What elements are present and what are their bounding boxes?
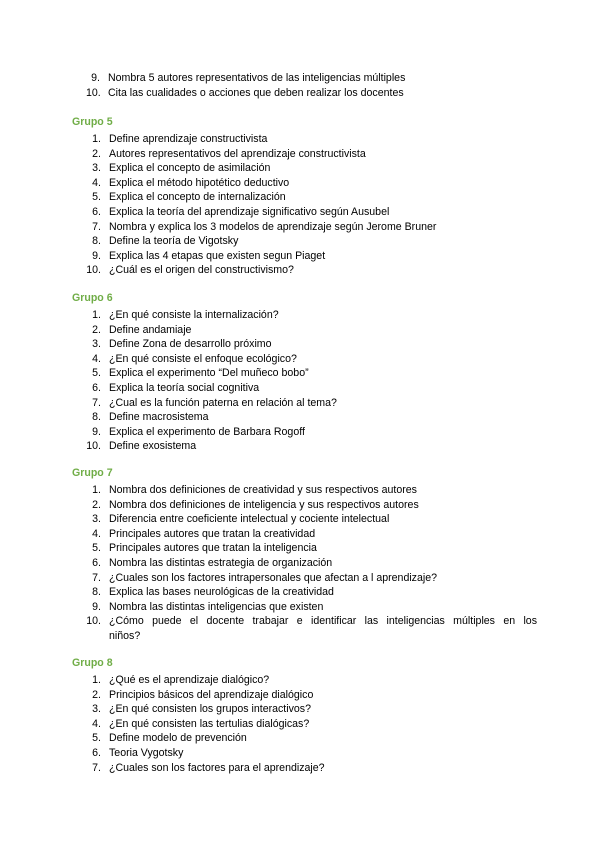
item-number: 10. xyxy=(86,615,101,628)
item-text: Explica el concepto de asimilación xyxy=(109,162,271,175)
item-text: Principios básicos del aprendizaje dialógico xyxy=(109,688,314,701)
item-text: Define Zona de desarrollo próximo xyxy=(109,338,272,351)
item-text: Explica el método hipotético deductivo xyxy=(109,176,290,189)
item-number: 9. xyxy=(91,72,100,84)
item-number: 5. xyxy=(92,732,101,745)
item-number: 2. xyxy=(92,498,101,511)
item-text: Explica las bases neurológicas de la creatividad xyxy=(109,586,334,599)
list-item xyxy=(72,702,537,717)
item-text: Teoria Vygotsky xyxy=(109,746,184,759)
list-item xyxy=(72,147,537,162)
item-text: Nombra 5 autores representativos de las inteligencias múltiples xyxy=(108,72,406,84)
item-text: ¿Qué es el aprendizaje dialógico? xyxy=(109,674,270,686)
item-text-line-1: ¿Cómo puede el docente trabajar e identificar las inteligencias múltiples en los xyxy=(109,615,537,628)
item-number: 5. xyxy=(92,191,101,204)
list-item xyxy=(72,673,537,688)
item-number: 4. xyxy=(92,176,101,189)
group-6-section xyxy=(72,291,537,454)
item-text: ¿En qué consisten los grupos interactivos? xyxy=(109,703,311,716)
list-item xyxy=(72,512,537,527)
item-number: 2. xyxy=(92,688,101,701)
list-item xyxy=(72,190,537,205)
item-text: ¿En qué consisten las tertulias dialógicas? xyxy=(109,717,310,730)
item-number: 6. xyxy=(92,205,101,218)
item-number: 1. xyxy=(92,484,101,496)
item-number: 6. xyxy=(92,381,101,394)
item-text: ¿Cuales son los factores para el aprendizaje? xyxy=(109,761,325,774)
item-number: 4. xyxy=(92,717,101,730)
list-item xyxy=(86,71,536,86)
item-text: Define la teoría de Vigotsky xyxy=(109,235,239,248)
item-text: ¿Cual es la función paterna en relación al tema? xyxy=(109,396,337,409)
list-item xyxy=(72,381,537,396)
item-text: Define andamiaje xyxy=(109,323,192,336)
group-5-section xyxy=(72,115,537,278)
item-text: Principales autores que tratan la inteligencia xyxy=(109,542,317,555)
question-list xyxy=(72,132,537,278)
list-item xyxy=(72,234,537,249)
list-item xyxy=(72,205,537,220)
item-number: 9. xyxy=(92,600,101,613)
list-item xyxy=(72,571,537,586)
item-text: Autores representativos del aprendizaje constructivista xyxy=(109,147,366,160)
item-number: 8. xyxy=(92,235,101,248)
item-text: ¿Cuál es el origen del constructivismo? xyxy=(109,264,294,277)
list-item xyxy=(72,220,537,235)
item-number: 6. xyxy=(92,556,101,569)
item-number: 7. xyxy=(92,571,101,584)
item-number: 4. xyxy=(92,352,101,365)
item-text-line-2: niños? xyxy=(109,629,141,642)
item-text: Explica el concepto de internalización xyxy=(109,191,286,204)
list-item xyxy=(72,556,537,571)
group-title: Grupo 8 xyxy=(72,657,113,669)
group-8-section xyxy=(72,656,537,775)
item-text: Nombra dos definiciones de creatividad y sus respectivos autores xyxy=(109,484,417,496)
item-number: 7. xyxy=(92,396,101,409)
item-number: 10. xyxy=(86,440,101,453)
group-title: Grupo 5 xyxy=(72,116,113,128)
item-number: 3. xyxy=(92,162,101,175)
item-text: Explica el experimento de Barbara Rogoff xyxy=(109,425,305,438)
list-item xyxy=(72,337,537,352)
item-text: Explica la teoría social cognitiva xyxy=(109,381,260,394)
item-number: 9. xyxy=(92,425,101,438)
item-text: Nombra dos definiciones de inteligencia y sus respectivos autores xyxy=(109,498,419,511)
list-item xyxy=(72,585,537,600)
list-item xyxy=(72,600,537,615)
item-text: ¿Cuales son los factores intrapersonales que afectan a l aprendizaje? xyxy=(109,571,438,584)
item-number: 2. xyxy=(92,323,101,336)
item-number: 5. xyxy=(92,542,101,555)
list-item xyxy=(72,731,537,746)
item-text: Diferencia entre coeficiente intelectual y cociente intelectual xyxy=(109,513,390,526)
question-list xyxy=(72,308,537,454)
item-number: 3. xyxy=(92,338,101,351)
list-item xyxy=(72,308,537,323)
item-number: 10. xyxy=(86,86,101,99)
item-text: Principales autores que tratan la creatividad xyxy=(109,527,316,540)
list-item xyxy=(72,439,537,454)
item-text: Explica las 4 etapas que existen segun Piaget xyxy=(109,249,326,262)
list-item xyxy=(72,323,537,338)
item-number: 10. xyxy=(86,264,101,277)
item-number: 2. xyxy=(92,147,101,160)
question-list xyxy=(72,673,537,775)
list-item xyxy=(72,761,537,776)
item-text: Cita las cualidades o acciones que deben realizar los docentes xyxy=(108,86,404,99)
item-text: Define aprendizaje constructivista xyxy=(109,133,268,145)
intro-list xyxy=(86,71,536,100)
list-item xyxy=(86,86,536,101)
item-number: 8. xyxy=(92,586,101,599)
list-item xyxy=(72,263,537,278)
item-number: 4. xyxy=(92,527,101,540)
item-text: Nombra las distintas inteligencias que existen xyxy=(109,600,324,613)
item-text: Define exosistema xyxy=(109,440,197,453)
list-item xyxy=(72,527,537,542)
item-number: 1. xyxy=(92,309,101,321)
item-text: Explica la teoría del aprendizaje significativo según Ausubel xyxy=(109,205,390,218)
item-text: Define modelo de prevención xyxy=(109,732,247,745)
item-text: Explica el experimento “Del muñeco bobo” xyxy=(109,367,309,380)
item-text: ¿En qué consiste la internalización? xyxy=(109,309,279,321)
item-text: Define macrosistema xyxy=(109,411,209,424)
question-list xyxy=(72,483,537,644)
item-number: 1. xyxy=(92,133,101,145)
item-number: 3. xyxy=(92,513,101,526)
list-item xyxy=(72,483,537,498)
item-number: 7. xyxy=(92,761,101,774)
group-title: Grupo 6 xyxy=(72,292,113,304)
item-number: 7. xyxy=(92,220,101,233)
group-title: Grupo 7 xyxy=(72,467,113,479)
list-item xyxy=(72,249,537,264)
group-7-section xyxy=(72,466,537,644)
list-item xyxy=(72,132,537,147)
list-item xyxy=(72,425,537,440)
list-item xyxy=(72,688,537,703)
list-item xyxy=(72,366,537,381)
item-number: 8. xyxy=(92,411,101,424)
list-item xyxy=(72,746,537,761)
item-number: 3. xyxy=(92,703,101,716)
list-item xyxy=(72,161,537,176)
list-item xyxy=(72,176,537,191)
list-item xyxy=(72,541,537,556)
item-text: ¿En qué consiste el enfoque ecológico? xyxy=(109,352,297,365)
item-number: 5. xyxy=(92,367,101,380)
item-text: Nombra las distintas estrategia de organización xyxy=(109,556,333,569)
item-number: 9. xyxy=(92,249,101,262)
list-item xyxy=(72,396,537,411)
list-item xyxy=(72,352,537,367)
item-number: 1. xyxy=(92,674,101,686)
list-item xyxy=(72,498,537,513)
item-text: Nombra y explica los 3 modelos de aprendizaje según Jerome Bruner xyxy=(109,220,437,233)
list-item xyxy=(72,717,537,732)
item-number: 6. xyxy=(92,746,101,759)
list-item xyxy=(72,410,537,425)
list-item xyxy=(72,614,537,643)
